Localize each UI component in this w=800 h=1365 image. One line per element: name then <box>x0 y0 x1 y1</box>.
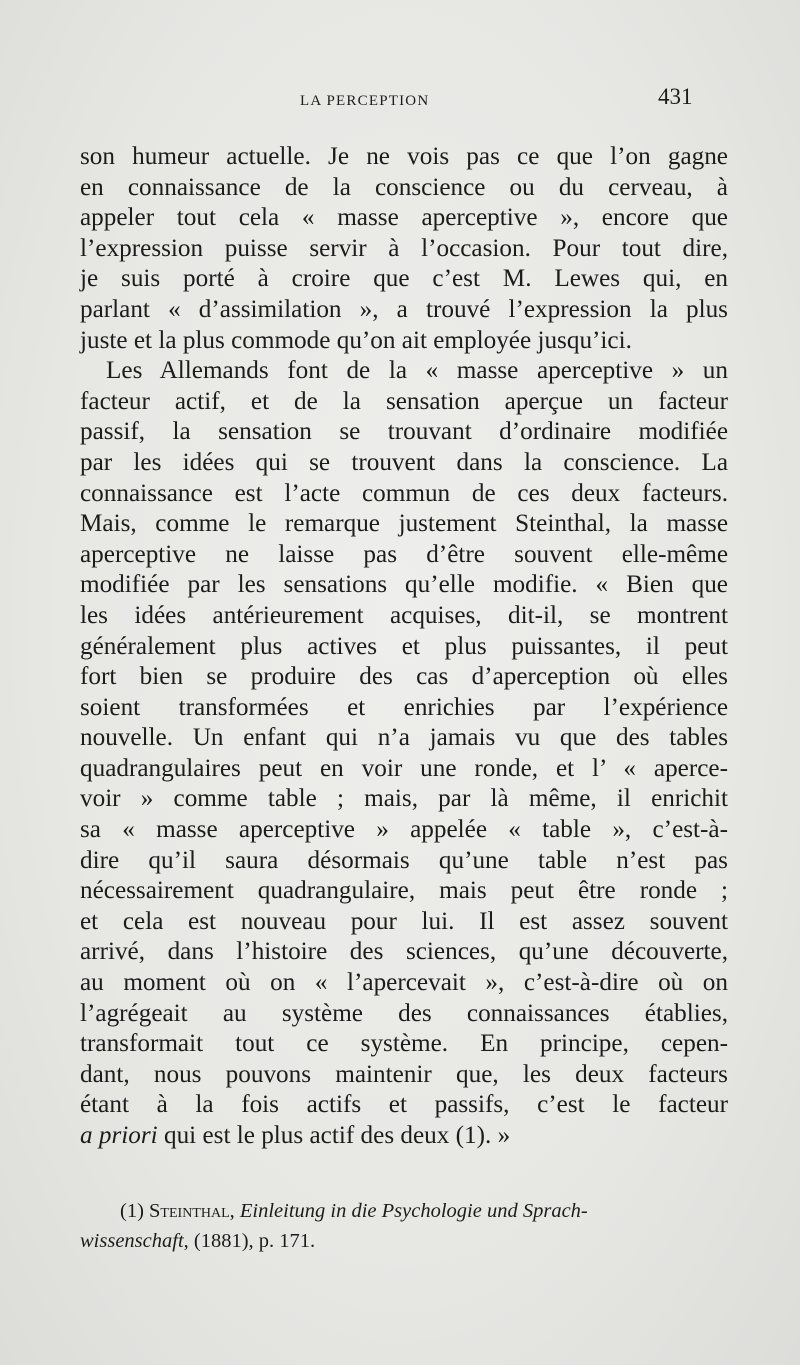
footnote-line-2 <box>80 1226 728 1256</box>
text-line: passif, la sensation se trouvant d’ordinaire modifiée <box>80 418 728 446</box>
text-line: modifiée par les sensations qu’elle modifie. « Bien que <box>80 571 728 599</box>
footnote-rest: , (1881), p. 171. <box>183 1230 316 1252</box>
text-line: sa « masse aperceptive » appelée « table », c’est-à- <box>80 816 728 844</box>
final-line-rest: qui est le plus actif des deux (1). » <box>157 1122 511 1149</box>
text-line: je suis porté à croire que c’est M. Lewes qui, en <box>80 265 728 293</box>
text-line: nouvelle. Un enfant qui n’a jamais vu que des tables <box>80 724 728 752</box>
footnote-comma: , <box>229 1200 240 1222</box>
footnote-title-part1: Einleitung in die Psychologie und Sprach- <box>239 1200 588 1222</box>
text-line: Les Allemands font de la « masse aperceptive » un <box>106 357 728 385</box>
text-line: nécessairement quadrangulaire, mais peut être ronde ; <box>80 877 728 905</box>
main-text <box>80 142 728 1152</box>
final-text-line <box>80 1121 728 1152</box>
text-line: voir » comme table ; mais, par là même, il enrichit <box>80 785 728 813</box>
text-line: arrivé, dans l’histoire des sciences, qu’une découverte, <box>80 938 728 966</box>
text-line: généralement plus actives et plus puissantes, il peut <box>80 632 728 660</box>
text-line: étant à la fois actifs et passifs, c’est le facteur <box>80 1091 728 1119</box>
text-line: l’expression puisse servir à l’occasion. Pour tout dire, <box>80 234 728 262</box>
text-line: transformait tout ce système. En principe, cepen- <box>80 1030 728 1058</box>
text-line: les idées antérieurement acquises, dit-il, se montrent <box>80 601 728 629</box>
footnote <box>80 1196 728 1256</box>
text-line: soient transformées et enrichies par l’expérience <box>80 693 728 721</box>
text-line: appeler tout cela « masse aperceptive », encore que <box>80 204 728 232</box>
text-line: et cela est nouveau pour lui. Il est assez souvent <box>80 907 728 935</box>
text-line: Mais, comme le remarque justement Steinthal, la masse <box>80 510 728 538</box>
text-line: quadrangulaires peut en voir une ronde, et l’ « aperce- <box>80 754 728 782</box>
text-line: juste et la plus commode qu’on ait employée jusqu’ici. <box>80 326 632 354</box>
text-line: en connaissance de la conscience ou du cerveau, à <box>80 173 728 201</box>
footnote-marker: (1) <box>120 1200 150 1222</box>
text-line: par les idées qui se trouvent dans la conscience. La <box>80 448 728 476</box>
text-line: son humeur actuelle. Je ne vois pas ce que l’on gagne <box>80 143 728 170</box>
text-line: fort bien se produire des cas d’aperception où elles <box>80 663 728 691</box>
text-line: l’agrégeait au système des connaissances établies, <box>80 999 728 1027</box>
running-title: LA PERCEPTION <box>300 93 430 109</box>
page-number: 431 <box>658 84 693 109</box>
text-line: parlant « d’assimilation », a trouvé l’expression la plus <box>80 295 728 323</box>
footnote-author: Steinthal <box>149 1200 230 1222</box>
footnote-line-1 <box>80 1196 728 1226</box>
text-line: au moment où on « l’apercevait », c’est-à-dire où on <box>80 969 728 997</box>
text-line: connaissance est l’acte commun de ces deux facteurs. <box>80 479 728 507</box>
footnote-title-part2: wissenschaft <box>80 1230 184 1252</box>
text-line: facteur actif, et de la sensation aperçue un facteur <box>80 387 728 415</box>
text-line: aperceptive ne laisse pas d’être souvent elle-même <box>80 540 728 568</box>
italic-phrase: a priori <box>80 1122 158 1149</box>
text-line: dire qu’il saura désormais qu’une table n’est pas <box>80 846 728 874</box>
text-line: dant, nous pouvons maintenir que, les deux facteurs <box>80 1060 728 1088</box>
